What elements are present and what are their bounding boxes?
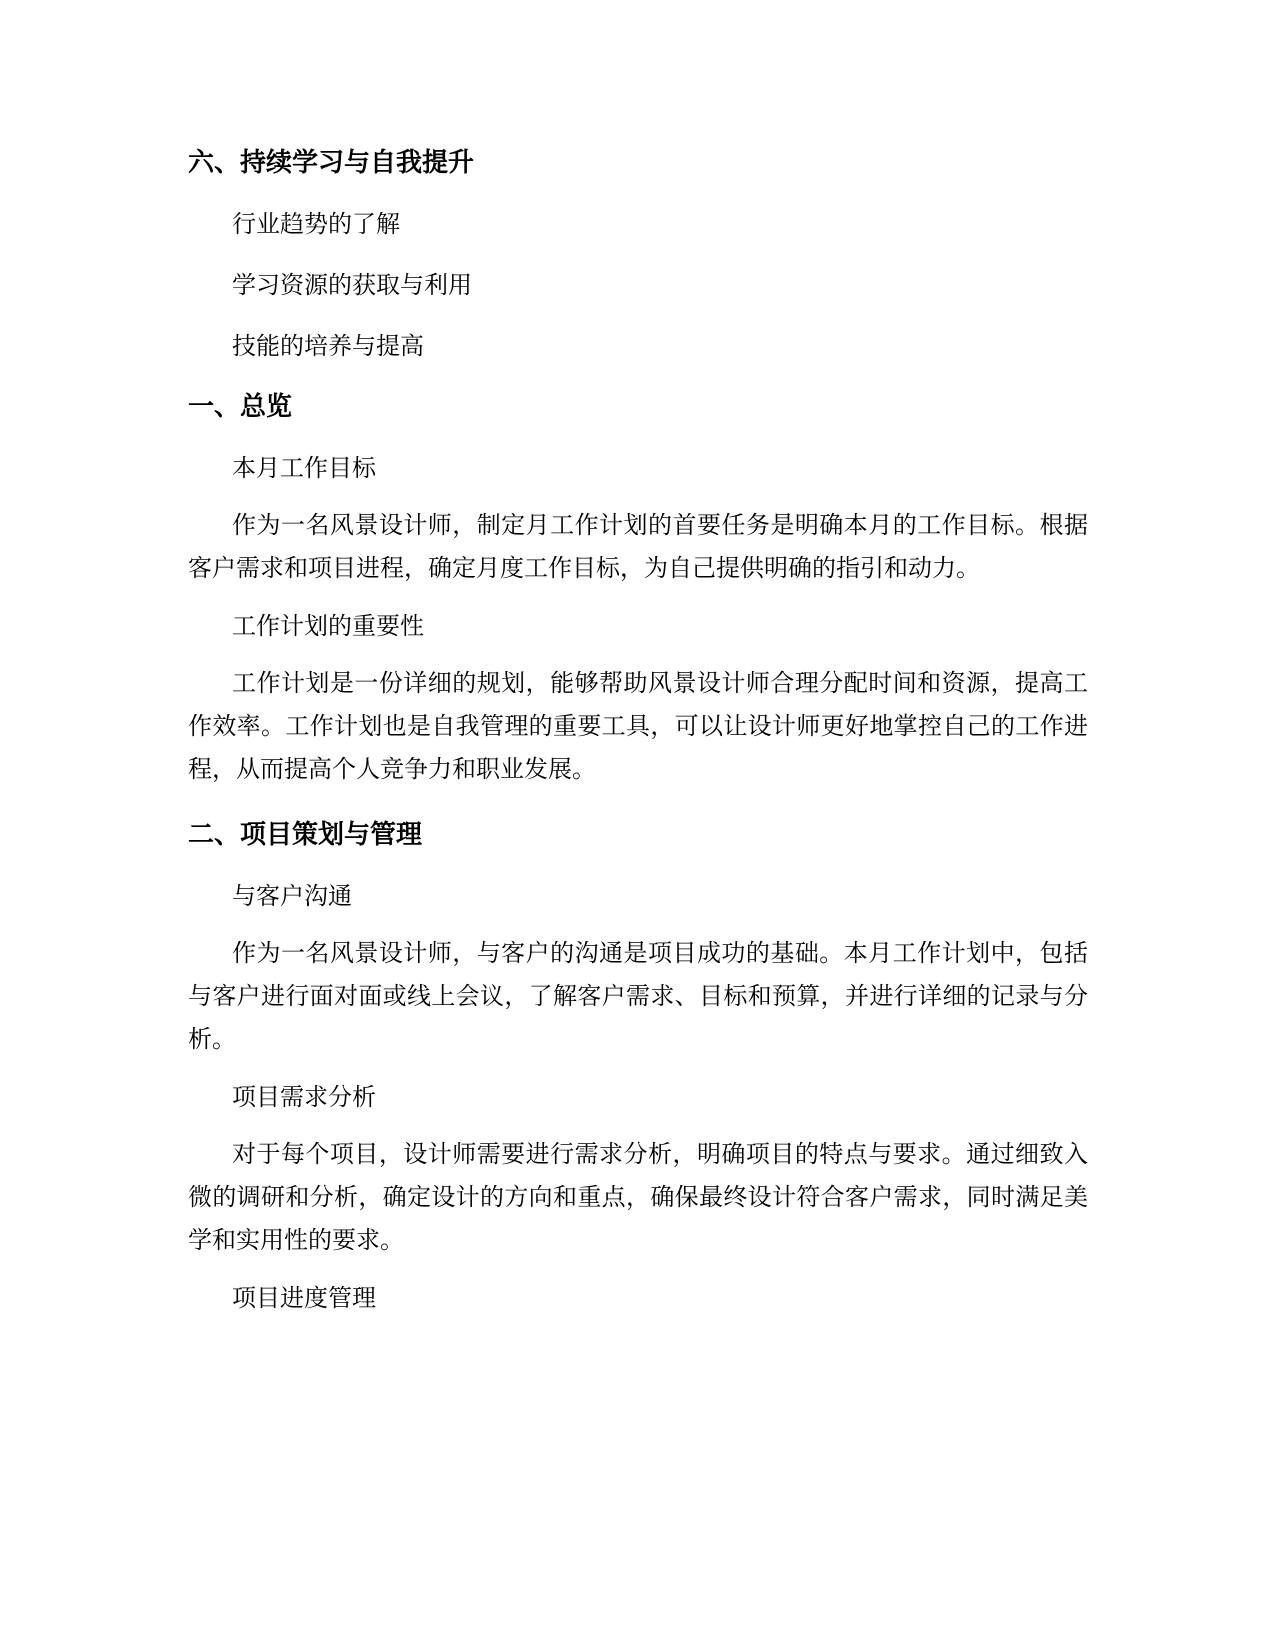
subsection-title-progress-management: 项目进度管理 — [232, 1284, 376, 1312]
document-content — [188, 146, 1088, 1315]
subsection-title-requirements-analysis: 项目需求分析 — [232, 1083, 376, 1111]
section-heading-continuous-learning: 六、持续学习与自我提升 — [188, 148, 475, 178]
subsection-title-plan-importance: 工作计划的重要性 — [232, 612, 424, 640]
section-heading-project-planning: 二、项目策划与管理 — [188, 820, 423, 850]
paragraph-requirements-analysis: 对于每个项目，设计师需要进行需求分析，明确项目的特点与要求。通过细致入微的调研和分析，确定设计的方向和重点，确保最终设计符合客户需求，同时满足美学和实用性的要求。 — [188, 1140, 1088, 1254]
paragraph-client-communication: 作为一名风景设计师，与客户的沟通是项目成功的基础。本月工作计划中，包括与客户进行面对面或线上会议，了解客户需求、目标和预算，并进行详细的记录与分析。 — [188, 939, 1088, 1053]
section-heading-overview: 一、总览 — [188, 392, 293, 422]
subitem-skill-development: 技能的培养与提高 — [232, 332, 424, 360]
paragraph-monthly-goals: 作为一名风景设计师，制定月工作计划的首要任务是明确本月的工作目标。根据客户需求和项目进程，确定月度工作目标，为自己提供明确的指引和动力。 — [188, 511, 1088, 582]
subitem-industry-trends: 行业趋势的了解 — [232, 210, 400, 238]
paragraph-plan-importance: 工作计划是一份详细的规划，能够帮助风景设计师合理分配时间和资源，提高工作效率。工作计划也是自我管理的重要工具，可以让设计师更好地掌控自己的工作进程，从而提高个人竞争力和职业发展。 — [188, 669, 1088, 783]
subsection-title-monthly-goals: 本月工作目标 — [232, 454, 376, 482]
subitem-learning-resources: 学习资源的获取与利用 — [232, 271, 472, 299]
subsection-title-client-communication: 与客户沟通 — [232, 882, 352, 910]
